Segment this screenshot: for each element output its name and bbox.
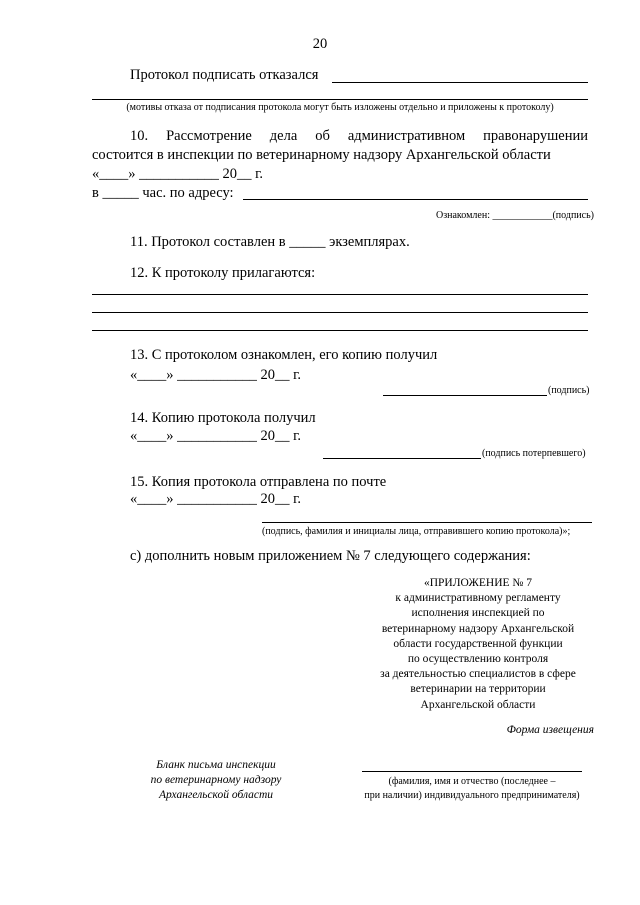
addressee-caption [330,775,614,803]
item15-sign-caption: (подпись, фамилия и инициалы лица, отправившего копию протокола)»; [262,526,571,537]
item14-sign-caption: (подпись потерпевшего) [482,448,586,459]
item14-line1: 14. Копию протокола получил [130,410,316,426]
item13-signature-line [383,395,547,396]
attachments-line-2 [92,312,588,313]
attachments-line-1 [92,294,588,295]
appendix-line: Архангельской области [420,698,536,711]
page-number: 20 [312,36,328,52]
letterhead-placeholder [118,758,314,803]
refusal-reason-line [92,99,588,100]
appendix-line: области государственной функции [393,637,563,650]
item15-date: «____» ___________ 20__ г. [130,491,302,507]
appendix-line: за деятельностью специалистов в сфере [380,668,576,681]
addressee-caption-line1: (фамилия, имя и отчество (последнее – [388,776,556,787]
refusal-signature-line [332,82,588,83]
appendix-line: исполнения инспекцией по [411,607,545,620]
item13-sign-caption: (подпись) [548,385,590,396]
addressee-line [362,771,582,772]
addressee-caption-line2: при наличии) индивидуального предпринимателя) [364,790,580,801]
appendix-line: ветеринарному надзору Архангельской [381,622,575,635]
item13-line1: 13. С протоколом ознакомлен, его копию получил [130,347,438,363]
letterhead-line: Бланк письма инспекции [156,759,276,771]
item10-date: «____» ___________ 20__ г. [92,166,264,182]
attachments-line-3 [92,330,588,331]
refusal-note: (мотивы отказа от подписания протокола могут быть изложены отдельно и приложены к протоколу) [126,102,554,113]
refusal-label: Протокол подписать отказался [130,67,319,83]
supplement-intro: с) дополнить новым приложением № 7 следующего содержания: [130,548,531,564]
appendix-line: по осуществлению контроля [407,653,549,666]
item13-date: «____» ___________ 20__ г. [130,367,302,383]
item15-signature-line [262,522,592,523]
item10-line2: состоится в инспекции по ветеринарному надзору Архангельской области [92,147,551,163]
item11: 11. Протокол составлен в _____ экземплярах. [130,234,410,250]
item10-acquainted: Ознакомлен: ____________(подпись) [435,210,594,221]
appendix-line: к административному регламенту [395,592,561,605]
item10-line1: 10. Рассмотрение дела об административном правонарушении [130,128,588,144]
letterhead-line: по ветеринарному надзору [150,774,282,786]
item14-date: «____» ___________ 20__ г. [130,428,302,444]
appendix-line: «ПРИЛОЖЕНИЕ № 7 [423,577,532,589]
item10-address-label: в _____ час. по адресу: [92,185,234,201]
item12: 12. К протоколу прилагаются: [130,265,316,281]
item15-line1: 15. Копия протокола отправлена по почте [130,474,387,490]
form-title: Форма извещения [506,724,594,736]
appendix-header [358,576,598,713]
appendix-line: ветеринарии на территории [410,683,546,696]
item10-address-line [243,199,588,200]
item14-signature-line [323,458,481,459]
letterhead-line: Архангельской области [158,789,274,801]
